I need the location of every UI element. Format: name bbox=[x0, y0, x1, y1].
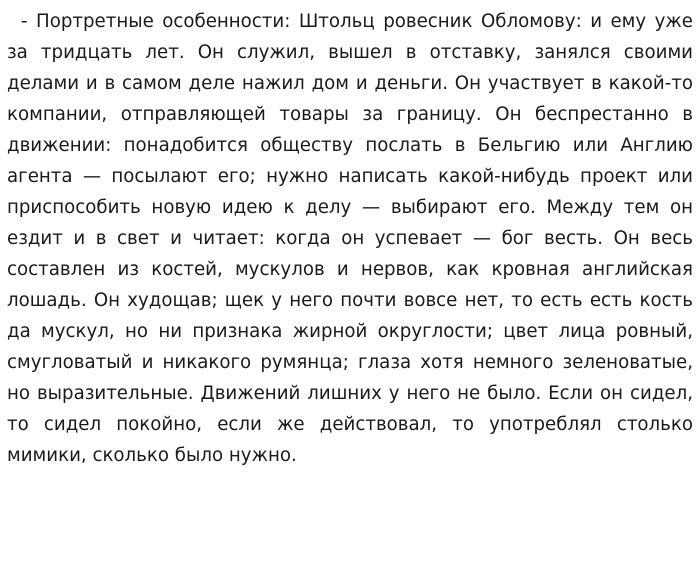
body-paragraph: - Портретные особенности: Штольц ровесник Обломову: и ему уже за тридцать лет. Он служил, вышел в отставку, занялся своими делами и в самом деле нажил дом и деньги. Он участвует в какой-то компании, отправляющей товары за границу. Он беспрестанно в движении: понадобится обществу послать в Бельгию или Англию агента — посылают его; нужно написать какой-нибудь проект или приспособить новую идею к делу — выбирают его. Между тем он ездит и в свет и читает: когда он успевает — бог весть. Он весь составлен из костей, мускулов и нервов, как кровная английская лошадь. Он худощав; щек у него почти вовсе нет, то есть есть кость да мускул, но ни признака жирной округлости; цвет лица ровный, смугловатый и никакого румянца; глаза хотя немного зеленоватые, но выразительные. Движений лишних у него не было. Если он сидел, то сидел покойно, если же действовал, то употреблял столько мимики, сколько было нужно. bbox=[7, 11, 693, 466]
document-page bbox=[7, 6, 693, 471]
